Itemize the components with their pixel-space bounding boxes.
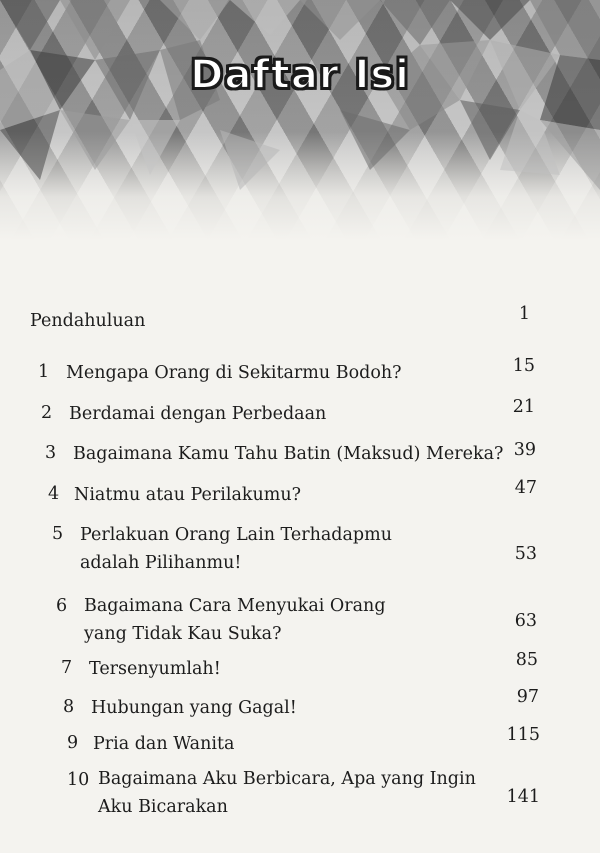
chapter-number: 4	[48, 484, 60, 504]
chapter-number: 8	[63, 697, 75, 717]
chapter-title: Bagaimana Cara Menyukai Orang yang Tidak Kau Suka?	[84, 596, 386, 644]
chapter-page: 15	[512, 356, 535, 376]
chapter-page: 115	[506, 725, 540, 745]
chapter-number: 2	[41, 403, 53, 423]
chapter-page: 21	[512, 397, 535, 417]
chapter-title: Hubungan yang Gagal!	[91, 698, 297, 718]
chapter-number: 5	[52, 524, 64, 544]
chapter-title: Pria dan Wanita	[93, 734, 235, 754]
chapter-title: Tersenyumlah!	[89, 659, 221, 679]
page-title: Daftar Isi	[190, 52, 410, 98]
chapter-title: Mengapa Orang di Sekitarmu Bodoh?	[66, 363, 402, 383]
chapter-page: 85	[515, 650, 538, 670]
chapter-page: 97	[516, 687, 539, 707]
chapter-page: 39	[513, 440, 536, 460]
chapter-title: Niatmu atau Perilakumu?	[74, 485, 301, 505]
chapter-title: Perlakuan Orang Lain Terhadapmu adalah Pilihanmu!	[80, 525, 392, 573]
chapter-number: 3	[45, 443, 57, 463]
chapter-page: 141	[506, 787, 540, 807]
chapter-title: Bagaimana Aku Berbicara, Apa yang Ingin Aku Bicarakan	[98, 769, 476, 817]
chapter-title: Bagaimana Kamu Tahu Batin (Maksud) Mereka?	[73, 444, 504, 464]
chapter-title: Berdamai dengan Perbedaan	[69, 404, 327, 424]
chapter-number: 10	[67, 770, 90, 790]
chapter-page: 63	[514, 611, 537, 631]
chapter-number: 1	[38, 362, 50, 382]
chapter-number: 7	[61, 658, 73, 678]
preface-label: Pendahuluan	[30, 311, 146, 331]
chapter-page: 53	[514, 544, 537, 564]
chapter-number: 9	[67, 733, 79, 753]
preface-page: 1	[518, 304, 530, 324]
chapter-page: 47	[514, 478, 537, 498]
chapter-number: 6	[56, 596, 68, 616]
